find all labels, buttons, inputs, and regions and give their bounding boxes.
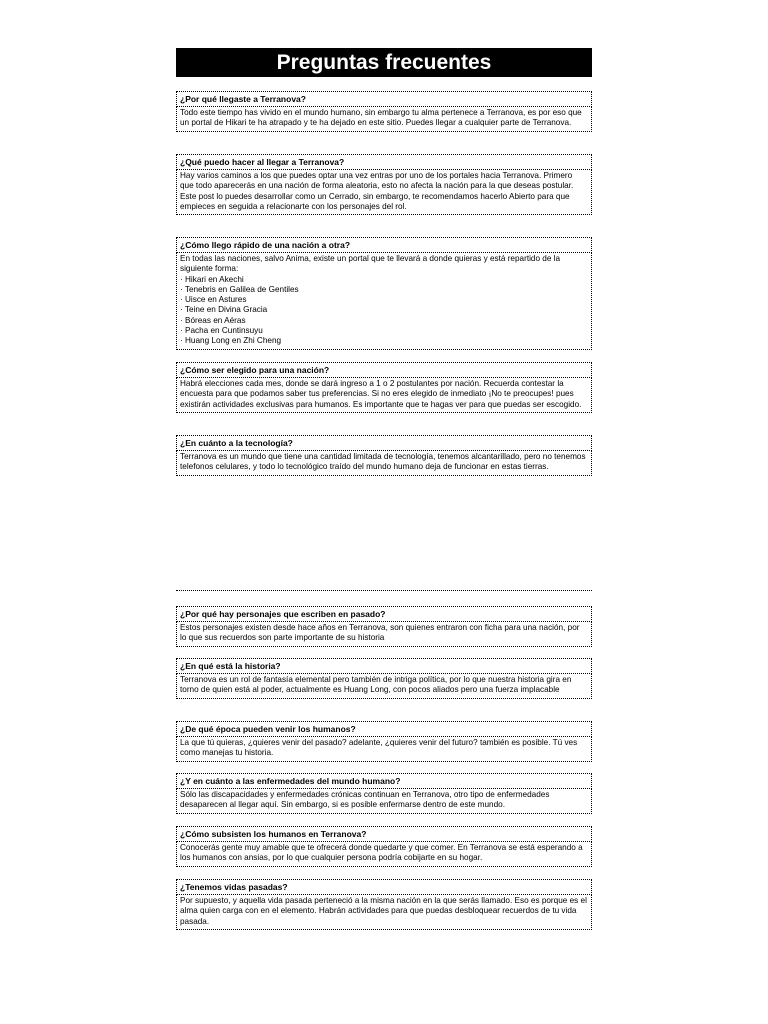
faq-item	[176, 826, 592, 867]
faq-question: ¿Tenemos vidas pasadas?	[176, 879, 592, 895]
faq-item	[176, 658, 592, 699]
section-divider	[176, 590, 592, 591]
faq-answer	[176, 253, 592, 350]
faq-answer	[176, 789, 592, 814]
faq-item	[176, 362, 592, 413]
faq-item	[176, 606, 592, 647]
answer-paragraph: Por supuesto, y aquella vida pasada perteneció a la misma nación en la que serás llamado. Eso es porque es el alma quien carga con en el elemento. Habrán actividades para que puedas desbloquear recuerdos de tu vida pasada.	[180, 896, 587, 926]
answer-paragraph: Terranova es un mundo que tiene una cantidad limitada de tecnología, tenemos alcantarillado, pero no tenemos telefonos celulares, y todo lo tecnológico traído del mundo humano deja de funcionar en estas tierras.	[180, 452, 586, 472]
faq-item	[176, 237, 592, 350]
faq-question: ¿Qué puedo hacer al llegar a Terranova?	[176, 154, 592, 170]
faq-answer	[176, 737, 592, 762]
answer-paragraph: Terranova es un rol de fantasía elemental pero también de intriga política, por lo que nuestra historia gira en torno de quien está al poder, actualmente es Huang Long, con pocos aliados pero una fuerza implacable	[180, 675, 572, 695]
faq-question: ¿Y en cuánto a las enfermedades del mundo humano?	[176, 773, 592, 789]
answer-paragraph: Habrá elecciones cada mes, donde se dará ingreso a 1 o 2 postulantes por nación. Recuerda contestar la encuesta para que podamos saber tus preferencias. Si no eres elegido de inmediato ¡No te preocupes! pues existirán actividades exclusivas para humanos. Es importante que te hagas ver para que puedas ser escogido.	[180, 379, 582, 409]
answer-paragraph: Este post lo puedes desarrollar como un Cerrado, sin embargo, te recomendamos hacerlo Abierto para que empieces en seguida a relacionarte con los personajes del rol.	[180, 191, 570, 211]
faq-answer	[176, 378, 592, 413]
answer-paragraph: Estos personajes existen desde hace años en Terranova, son quienes entraron con ficha para una nación, por lo que sus recuerdos son parte importante de su historia	[180, 623, 580, 643]
faq-answer	[176, 895, 592, 930]
faq-item	[176, 435, 592, 476]
faq-answer	[176, 842, 592, 867]
faq-item	[176, 154, 592, 215]
faq-answer	[176, 451, 592, 476]
portal-list-item: · Pacha en Cuntinsuyu	[180, 326, 263, 336]
faq-question: ¿Cómo llego rápido de una nación a otra?	[176, 237, 592, 253]
page-title: Preguntas frecuentes	[176, 48, 592, 77]
faq-question: ¿De qué época pueden venir los humanos?	[176, 721, 592, 737]
portal-list-item: · Uisce en Astures	[180, 295, 247, 305]
faq-answer	[176, 170, 592, 215]
faq-question: ¿Por qué hay personajes que escriben en pasado?	[176, 606, 592, 622]
faq-answer	[176, 622, 592, 647]
faq-answer	[176, 107, 592, 132]
answer-paragraph: La que tú quieras, ¿quieres venir del pasado? adelante, ¿quieres venir del futuro? también es posible. Tú ves como manejas tu historia.	[180, 738, 578, 758]
portal-list-item: · Bóreas en Aéras	[180, 315, 246, 325]
faq-question: ¿Por qué llegaste a Terranova?	[176, 91, 592, 107]
answer-paragraph: En todas las naciones, salvo Anima, existe un portal que te llevará a donde quieras y está repartido de la siguiente forma:	[180, 254, 561, 274]
faq-item	[176, 721, 592, 762]
faq-item	[176, 773, 592, 814]
faq-question: ¿Cómo ser elegido para una nación?	[176, 362, 592, 378]
answer-paragraph: Conocerás gente muy amable que te ofrecerá donde quedarte y que comer. En Terranova se está esperando a los humanos con ansias, por lo que cualquier persona podría cobijarte en su hogar.	[180, 843, 583, 863]
faq-item	[176, 879, 592, 930]
portal-list-item: · Teine en Divina Gracia	[180, 305, 268, 315]
answer-paragraph: Sólo las discapacidades y enfermedades crónicas continuan en Terranova, otro tipo de enfermedades desaparecen al llegar aquí. Sin embargo, si es posible enfermarse dentro de este mundo.	[180, 790, 550, 810]
portal-list-item: · Huang Long en Zhi Cheng	[180, 336, 282, 346]
answer-paragraph: Hay varios caminos a los que puedes optar una vez entras por uno de los portales hacia Terranova. Primero que todo aparecerás en una nación de forma aleatoria, esto no afecta la nación para la que deseas postular.	[180, 171, 574, 191]
faq-answer	[176, 674, 592, 699]
faq-item	[176, 91, 592, 132]
portal-list-item: · Tenebris en Galilea de Gentiles	[180, 284, 299, 294]
faq-question: ¿En qué está la historia?	[176, 658, 592, 674]
answer-paragraph: Todo este tiempo has vivido en el mundo humano, sin embargo tu alma pertenece a Terranova, es por eso que un portal de Hikari te ha atrapado y te ha dejado en este sitio. Puedes llegar a cualquier parte de Terranova.	[180, 108, 582, 128]
portal-list-item: · Hikari en Akechi	[180, 274, 244, 284]
faq-question: ¿Cómo subsisten los humanos en Terranova?	[176, 826, 592, 842]
faq-question: ¿En cuánto a la tecnología?	[176, 435, 592, 451]
